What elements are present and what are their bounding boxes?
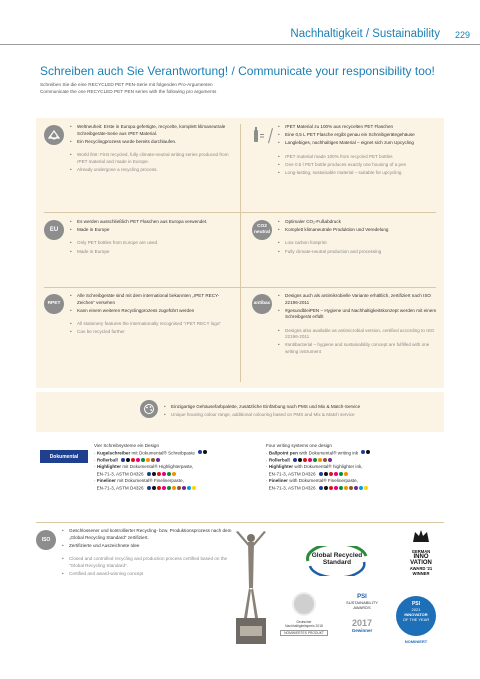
colour-swatches <box>319 485 369 492</box>
writing-system-name: Fineliner <box>96 478 116 484</box>
bullet-de: Komplett klimaneutrale Produktion und Veredelung <box>285 227 389 233</box>
writing-system-detail: with Dokumental® writing ink <box>297 450 359 456</box>
certification-text: • Geschlossener und kontrollierter Recycling- bzw. Produktionsprozess nach dem „Global Recycling Standard“ zertifiziert. • Zertifizierte und Auszeichnete Idee • Closed and controlled recycling and production process certified based on the "Global Recycling Standard". • Certified and award-winning concept <box>62 528 242 579</box>
psi-logo: PSI <box>357 594 367 600</box>
bullet-de: Einzigartige Gehäusefarbpalette, zusätzliche Einfärbung nach PMS und Mix & Match-Service <box>171 404 361 409</box>
colour-swatches <box>319 471 349 478</box>
writing-system-detail: with Dokumental® Finelinerpaste, <box>287 478 358 484</box>
colour-swatch <box>344 472 348 476</box>
colour-swatch <box>162 472 166 476</box>
psi-innov-line: OF THE YEAR <box>402 617 430 622</box>
colour-swatch <box>303 458 307 462</box>
bullet-en: #antibacterial – hygiene and sustainability concept are fulfilled with one writing instrument <box>285 342 430 354</box>
bullet-en: World first: First recycled, fully climate-neutral writing series produced from rPET material and made in Europe. <box>77 151 229 164</box>
bullet-de: Geschlossener und kontrollierter Recycling- bzw. Produktionsprozess nach dem „Global Recycling Standard“ zertifiziert. <box>69 528 232 540</box>
colour-swatches <box>121 457 161 464</box>
colour-swatch <box>147 486 151 490</box>
colour-swatch <box>198 450 202 454</box>
bullet-de: rPET Material zu 100% aus recycelten PET Flaschen <box>285 124 394 129</box>
writing-system-line: · Rollerball <box>94 457 259 464</box>
colour-swatch <box>177 486 181 490</box>
writing-system-line: · Fineliner with Dokumental® Finelinerpaste, <box>266 478 358 484</box>
bullet-de: Es werden ausschließlich PET Flaschen aus Europa verwendet. <box>77 219 208 224</box>
section-heading: Schreiben auch Sie Verantwortung! / Communicate your responsibility too! <box>40 64 435 78</box>
bullet-en: Can be recycled further <box>77 329 125 335</box>
eu-stars-icon: EU <box>44 220 64 240</box>
colour-swatch <box>308 458 312 462</box>
writing-systems-title-de: Vier Schreibsysteme ein Design <box>94 443 160 448</box>
colour-swatch <box>156 458 160 462</box>
writing-system-detail: with Dokumental® highlighter ink, <box>293 464 363 470</box>
bullet-en: Already undergone a recycling process. <box>77 166 158 172</box>
colour-swatch <box>141 458 145 462</box>
panel-divider <box>240 124 241 382</box>
bullet-en: Made in Europe <box>77 248 110 254</box>
bullet-en: One 0.5 l PET bottle produces exactly one housing of a pen <box>285 161 407 167</box>
colour-swatch <box>293 458 297 462</box>
bullet-de: Weltneuheit: Erste in Europa gefertigte, recycelte, komplett klimaneutrale Schreibgeräte-Serie aus rPET Material. <box>77 124 226 136</box>
bottle-equals-pen-icon <box>252 124 274 146</box>
gia-line: GERMAN <box>411 549 431 554</box>
grs-line-1: Global Recycled <box>311 552 363 559</box>
colour-swatch <box>147 472 151 476</box>
colour-swatch <box>298 458 302 462</box>
colour-swatch <box>319 486 323 490</box>
bullet-de: Made in Europe <box>77 227 110 233</box>
psi-sust-line: AWARDS <box>353 605 371 610</box>
colour-swatch <box>364 486 368 490</box>
colour-swatch <box>203 450 207 454</box>
colour-swatch <box>324 486 328 490</box>
gia-line: WINNER <box>412 571 430 576</box>
sustainability-prize-badge <box>280 592 328 652</box>
bullet-en: Only PET bottles from Europe are used. <box>77 240 159 246</box>
world-first-icon <box>44 125 64 145</box>
colour-swatch <box>344 486 348 490</box>
colour-swatches <box>147 485 197 492</box>
psi-innov-logo: PSI <box>411 601 421 607</box>
row1-right-text: • rPET Material zu 100% aus recycelten PET Flaschen • Eine 0,5 L PET Flasche ergibt genau ein Schreibgerätegehäuse • Langlebiges, nachhaltiges Material – eignet sich zum Upcycling • rPET material made 100% from recycled PET bottles • One 0.5 l PET bottle produces exactly one housing of a pen • Long-lasting, sustainable material – suitable for upcycling <box>278 124 442 178</box>
colour-swatch <box>131 458 135 462</box>
bullet-de: #gesundbleiPEN – Hygiene und Nachhaltigkeitskonzept werden mit einem Schreibgerät erfüllt <box>285 307 437 320</box>
bullet-de: Designs auch als antimikrobielle Variante erhältlich, zertifiziert nach ISO 22196-2011 <box>285 293 431 305</box>
bullet-en: Long-lasting, sustainable material – suitable for upcycling <box>285 169 402 175</box>
colour-swatch <box>329 472 333 476</box>
colour-swatch <box>136 458 140 462</box>
antibac-icon: antibac <box>252 294 272 314</box>
page-header-title: Nachhaltigkeit / Sustainability <box>290 28 440 40</box>
colour-swatch <box>318 458 322 462</box>
writing-system-line: · Kugelschreiber mit Dokumental® Schreibpaste <box>94 450 259 457</box>
writing-system-detail: mit Dokumental® Finelinerpaste, <box>115 478 184 484</box>
dokumental-logo: Dokumental <box>40 450 88 463</box>
colour-swatch <box>167 486 171 490</box>
colour-swatches <box>293 457 333 464</box>
colour-swatch <box>349 486 353 490</box>
colour-swatch <box>361 450 365 454</box>
row-divider <box>44 287 436 288</box>
colour-swatches <box>147 471 177 478</box>
writing-system-line: · Ballpoint pen with Dokumental® writing ink <box>266 450 436 457</box>
grs-line-2: Standard <box>322 559 352 566</box>
writing-system-line: · Highlighter mit Dokumental® Highlighterpaste, <box>94 464 194 470</box>
gia-line: AWARD '21 <box>409 566 433 571</box>
colour-swatch <box>359 486 363 490</box>
writing-system-line: · Fineliner mit Dokumental® Finelinerpaste, <box>94 478 184 484</box>
writing-system-detail: mit Dokumental® Schreibpaste <box>130 450 195 456</box>
row3-left-text: • Alle Schreibgeräte sind mit dem international bekannten „rPET RECY-Zeichen“ versehen • Kann einem weiteren Recyclingprozess zugeführt werden • All stationery features the internationally recognised "rPET RECY logo" • Can be recycled further <box>70 293 234 337</box>
psi-innov-status: NOMINIERT <box>404 639 428 644</box>
writing-system-name: Rollerball <box>96 457 118 463</box>
writing-system-name: Fineliner <box>268 478 288 484</box>
colour-swatch <box>334 472 338 476</box>
colour-swatch <box>328 458 332 462</box>
writing-systems-en <box>266 443 436 492</box>
row4-text: • Einzigartige Gehäusefarbpalette, zusätzliche Einfärbung nach PMS und Mix & Match-Service • Unique housing colour range, additional colouring based on PMS and Mix & Match service <box>164 404 434 420</box>
writing-system-detail: EN-71-3, ASTM D4326 <box>268 485 316 491</box>
writing-system-name: Ballpoint pen <box>268 450 298 456</box>
intro-subtitle-en: Communicate the one RECYCLED PET PEN series with the following pro arguments <box>40 89 217 94</box>
bullet-de: Alle Schreibgeräte sind mit dem international bekannten „rPET RECY-Zeichen“ versehen <box>77 293 220 305</box>
colour-swatch <box>121 458 125 462</box>
trophy-statue-image <box>228 528 274 648</box>
bullet-en: All stationery features the internationally recognised "rPET RECY logo" <box>77 320 222 326</box>
colour-swatch <box>157 472 161 476</box>
section-divider <box>36 522 444 523</box>
row1-left-text: • Weltneuheit: Erste in Europa gefertigte, recycelte, komplett klimaneutrale Schreibgeräte-Serie aus rPET Material. • Ein Recyclingprozess wurde bereits durchlaufen. • World first: First recycled, fully climate-neutral writing series produced from rPET material and made in Europe. • Already undergone a recycling process. <box>70 124 234 175</box>
psi-sust-year: 2017 <box>351 618 373 628</box>
row2-right-text: • Optimaler CO₂-Fußabdruck • Komplett klimaneutrale Produktion und Veredelung • Low carbon footprint • Fully climate-neutral production and processing <box>278 219 442 257</box>
colour-swatch <box>126 458 130 462</box>
colour-swatch <box>151 458 155 462</box>
colour-swatch <box>157 486 161 490</box>
colour-swatch <box>192 486 196 490</box>
colour-swatch <box>366 450 370 454</box>
header-rule <box>0 44 480 45</box>
bullet-de: Ein Recyclingprozess wurde bereits durchlaufen. <box>77 138 177 144</box>
colour-swatch <box>324 472 328 476</box>
writing-system-line <box>266 485 436 492</box>
prize-caption: NOMINIERTES PRODUKT <box>280 630 328 636</box>
writing-system-name: Rollerball <box>268 457 290 463</box>
colour-swatch <box>162 486 166 490</box>
bullet-en: Unique housing colour range, additional colouring based on PMS and Mix & Match service <box>171 412 355 418</box>
colour-swatch <box>334 486 338 490</box>
bullet-en: Low carbon footprint <box>285 240 327 246</box>
bullet-en: Designs also available as antimicrobial version, certified according to ISO 22196-2011 <box>285 327 435 340</box>
writing-system-name: Highlighter <box>96 464 122 470</box>
psi-sust-status: Gewinner <box>351 628 373 633</box>
writing-system-line: · Rollerball <box>266 457 436 464</box>
writing-system-detail: EN-71-3, ASTM D4326 <box>96 471 144 477</box>
colour-swatches <box>198 450 208 457</box>
co2-neutral-icon: CO2 neutral <box>252 220 272 240</box>
colour-swatch <box>187 486 191 490</box>
writing-system-detail: EN-71-3, ASTM D4326 <box>96 485 144 491</box>
gia-line: INNO <box>413 554 429 560</box>
colour-swatch <box>323 458 327 462</box>
writing-system-name: Kugelschreiber <box>96 450 131 456</box>
colour-swatch <box>319 472 323 476</box>
psi-innov-line: INNOVATOR <box>404 612 428 617</box>
prize-medal-icon <box>292 592 316 616</box>
writing-system-line: · Highlighter with Dokumental® highlighter ink, <box>266 464 363 470</box>
colour-swatch <box>329 486 333 490</box>
iso-cert-icon: ISO <box>36 530 56 550</box>
bullet-en: Fully climate-neutral production and processing <box>285 248 382 254</box>
colour-swatch <box>339 472 343 476</box>
german-innovation-award-badge <box>404 528 438 588</box>
page-number: 229 <box>454 30 470 40</box>
bullet-de: Zertifizierte und Auszeichnete Idee <box>69 542 140 548</box>
writing-system-line <box>94 485 259 492</box>
colour-swatches <box>361 450 371 457</box>
bullet-de: Kann einem weiteren Recyclingprozess zugeführt werden <box>77 307 195 313</box>
writing-system-detail: mit Dokumental® Highlighterpaste, <box>121 464 194 470</box>
row-divider <box>44 212 436 213</box>
row2-left-text: • Es werden ausschließlich PET Flaschen aus Europa verwendet. • Made in Europe • Only PET bottles from Europe are used. • Made in Europe <box>70 219 234 257</box>
colour-palette-icon <box>140 400 158 418</box>
colour-swatch <box>152 472 156 476</box>
colour-swatch <box>354 486 358 490</box>
psi-innovator-award <box>394 596 438 656</box>
psi-sust-line: SUSTAINABILITY <box>346 600 378 605</box>
bullet-en: Closed and controlled recycling and production process certified based on the "Global Recycling Standard". <box>69 555 228 568</box>
colour-swatch <box>313 458 317 462</box>
colour-swatch <box>339 486 343 490</box>
bullet-de: Eine 0,5 L PET Flasche ergibt genau ein Schreibgerätegehäuse <box>285 132 415 138</box>
psi-innov-line: 2021 <box>411 607 421 612</box>
writing-systems-title-en: Four writing systems one design <box>266 443 332 448</box>
psi-sustainability-award <box>340 594 384 658</box>
colour-swatch <box>172 486 176 490</box>
bullet-en: Certified and award-winning concept <box>69 570 144 576</box>
bullet-de: Langlebiges, nachhaltiges Material – eignet sich zum Upcycling <box>285 140 414 146</box>
bullet-de: Optimaler CO₂-Fußabdruck <box>285 219 341 224</box>
writing-system-name: Highlighter <box>268 464 294 470</box>
writing-systems-de <box>94 443 259 492</box>
colour-swatch <box>172 472 176 476</box>
colour-swatch <box>146 458 150 462</box>
colour-swatch <box>167 472 171 476</box>
gia-line: VATION <box>410 560 432 566</box>
prize-caption: Nachhaltigkeitspreis 2018 <box>285 624 323 628</box>
intro-subtitle-de: Schreiben Sie die eine RECYCLED PET PEN-Serie mit folgenden Pro-Argumenten <box>40 82 213 87</box>
grs-logo <box>302 546 372 576</box>
colour-swatch <box>152 486 156 490</box>
bullet-en: rPET material made 100% from recycled PET bottles <box>285 153 393 159</box>
rpet-recycle-icon: RPET <box>44 294 64 314</box>
row3-right-text: • Designs auch als antimikrobielle Variante erhältlich, zertifiziert nach ISO 22196-2011 • #gesundbleiPEN – Hygiene und Nachhaltigkeitskonzept werden mit einem Schreibgerät erfüllt • Designs also available as antimicrobial version, certified according to ISO 22196-2011 • #antibacterial – hygiene and sustainability concept are fulfilled with one writing instrument <box>278 293 442 357</box>
writing-system-detail: EN-71-3, ASTM D4326 <box>268 471 316 477</box>
colour-swatch <box>182 486 186 490</box>
prize-caption: Deutscher <box>296 620 312 624</box>
